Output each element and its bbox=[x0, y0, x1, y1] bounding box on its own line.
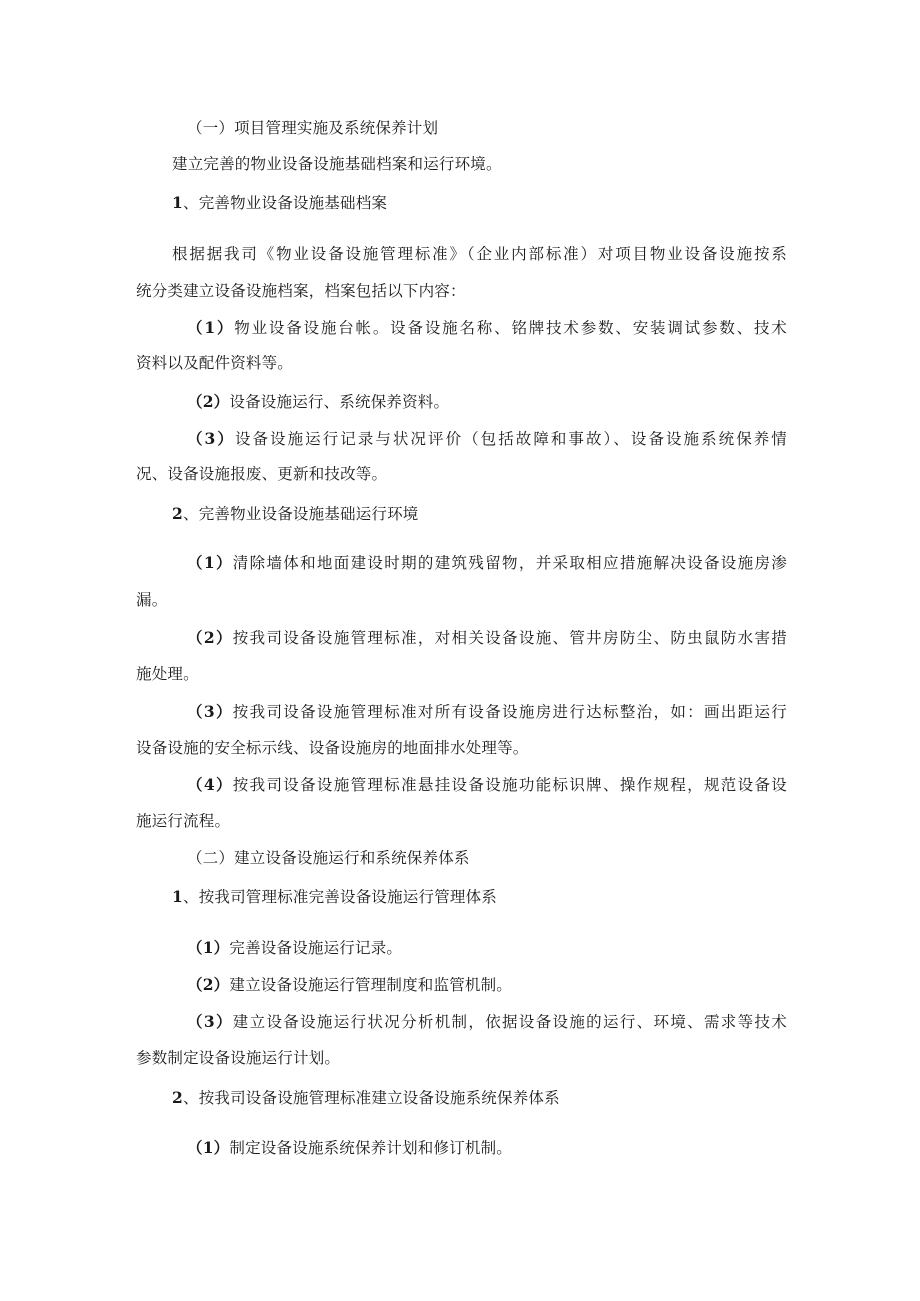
item-number: （1） bbox=[187, 938, 230, 957]
subsection-2-2-title bbox=[172, 1087, 560, 1109]
item-number: （3） bbox=[187, 1012, 233, 1031]
subsection-title: 、完善物业设备设施基础运行环境 bbox=[183, 505, 419, 523]
item-text: 按我司设备设施管理标准对所有设备设施房进行达标整治，如：画出距运行 bbox=[232, 703, 787, 721]
list-item-line bbox=[187, 937, 402, 959]
list-item-line bbox=[187, 627, 787, 649]
list-item-continuation: 设备设施的安全标示线、设备设施房的地面排水处理等。 bbox=[136, 739, 529, 757]
subsection-number: 2 bbox=[172, 504, 183, 523]
subsection-1-1-title bbox=[172, 192, 387, 214]
subsection-title: 、按我司管理标准完善设备设施运行管理体系 bbox=[183, 888, 498, 906]
list-item-line bbox=[187, 552, 787, 574]
item-text: 完善设备设施运行记录。 bbox=[229, 939, 403, 957]
item-number: （2） bbox=[187, 392, 230, 411]
list-item-continuation: 资料以及配件资料等。 bbox=[136, 354, 294, 372]
subsection-2-1-title bbox=[172, 886, 497, 908]
subsection-number: 1 bbox=[172, 887, 183, 906]
item-text: 按我司设备设施管理标准，对相关设备设施、管井房防尘、防虫鼠防水害措 bbox=[232, 629, 787, 647]
list-item-continuation: 漏。 bbox=[136, 591, 168, 609]
list-item-line bbox=[187, 1137, 512, 1159]
subsection-1-2-title bbox=[172, 503, 419, 525]
item-number: （4） bbox=[187, 775, 233, 794]
item-text: 建立设备设施运行状况分析机制，依据设备设施的运行、环境、需求等技术 bbox=[232, 1013, 787, 1031]
item-text: 物业设备设施台帐。设备设施名称、铭牌技术参数、安装调试参数、技术 bbox=[234, 319, 788, 337]
list-item-line bbox=[187, 701, 787, 723]
item-number: （3） bbox=[187, 429, 235, 448]
item-text: 按我司设备设施管理标准悬挂设备设施功能标识牌、操作规程，规范设备设 bbox=[232, 776, 787, 794]
section-2-heading: （二）建立设备设施运行和系统保养体系 bbox=[187, 849, 470, 867]
list-item-line bbox=[187, 774, 787, 796]
subsection-number: 2 bbox=[172, 1088, 183, 1107]
item-number: （1） bbox=[187, 1138, 230, 1157]
section-1-intro: 建立完善的物业设备设施基础档案和运行环境。 bbox=[172, 155, 502, 173]
list-item-line bbox=[187, 391, 449, 413]
subsection-title: 、按我司设备设施管理标准建立设备设施系统保养体系 bbox=[183, 1089, 560, 1107]
subsection-number: 1 bbox=[172, 193, 183, 212]
item-text: 设备设施运行记录与状况评价（包括故障和事故）、设备设施系统保养情 bbox=[234, 430, 788, 448]
item-text: 设备设施运行、系统保养资料。 bbox=[229, 393, 450, 411]
item-number: （1） bbox=[187, 318, 235, 337]
section-1-heading: （一）项目管理实施及系统保养计划 bbox=[187, 119, 439, 137]
list-item-continuation: 施运行流程。 bbox=[136, 812, 231, 830]
list-item-continuation: 况、设备设施报废、更新和技改等。 bbox=[136, 465, 388, 483]
list-item-line bbox=[187, 317, 787, 339]
paragraph-line: 根据据我司《物业设备设施管理标准》（企业内部标准）对项目物业设备设施按系 bbox=[172, 245, 787, 263]
item-text: 制定设备设施系统保养计划和修订机制。 bbox=[229, 1139, 512, 1157]
subsection-title: 、完善物业设备设施基础档案 bbox=[183, 194, 388, 212]
item-number: （3） bbox=[187, 702, 233, 721]
item-text: 建立设备设施运行管理制度和监管机制。 bbox=[229, 976, 512, 994]
list-item-line bbox=[187, 974, 512, 996]
item-number: （2） bbox=[187, 975, 230, 994]
list-item-continuation: 参数制定设备设施运行计划。 bbox=[136, 1049, 341, 1067]
list-item-line bbox=[187, 1011, 787, 1033]
item-number: （1） bbox=[187, 553, 233, 572]
item-number: （2） bbox=[187, 628, 233, 647]
item-text: 清除墙体和地面建设时期的建筑残留物，并采取相应措施解决设备设施房渗 bbox=[232, 554, 787, 572]
list-item-line bbox=[187, 428, 787, 450]
paragraph-line: 统分类建立设备设施档案，档案包括以下内容： bbox=[136, 282, 466, 300]
list-item-continuation: 施处理。 bbox=[136, 665, 199, 683]
